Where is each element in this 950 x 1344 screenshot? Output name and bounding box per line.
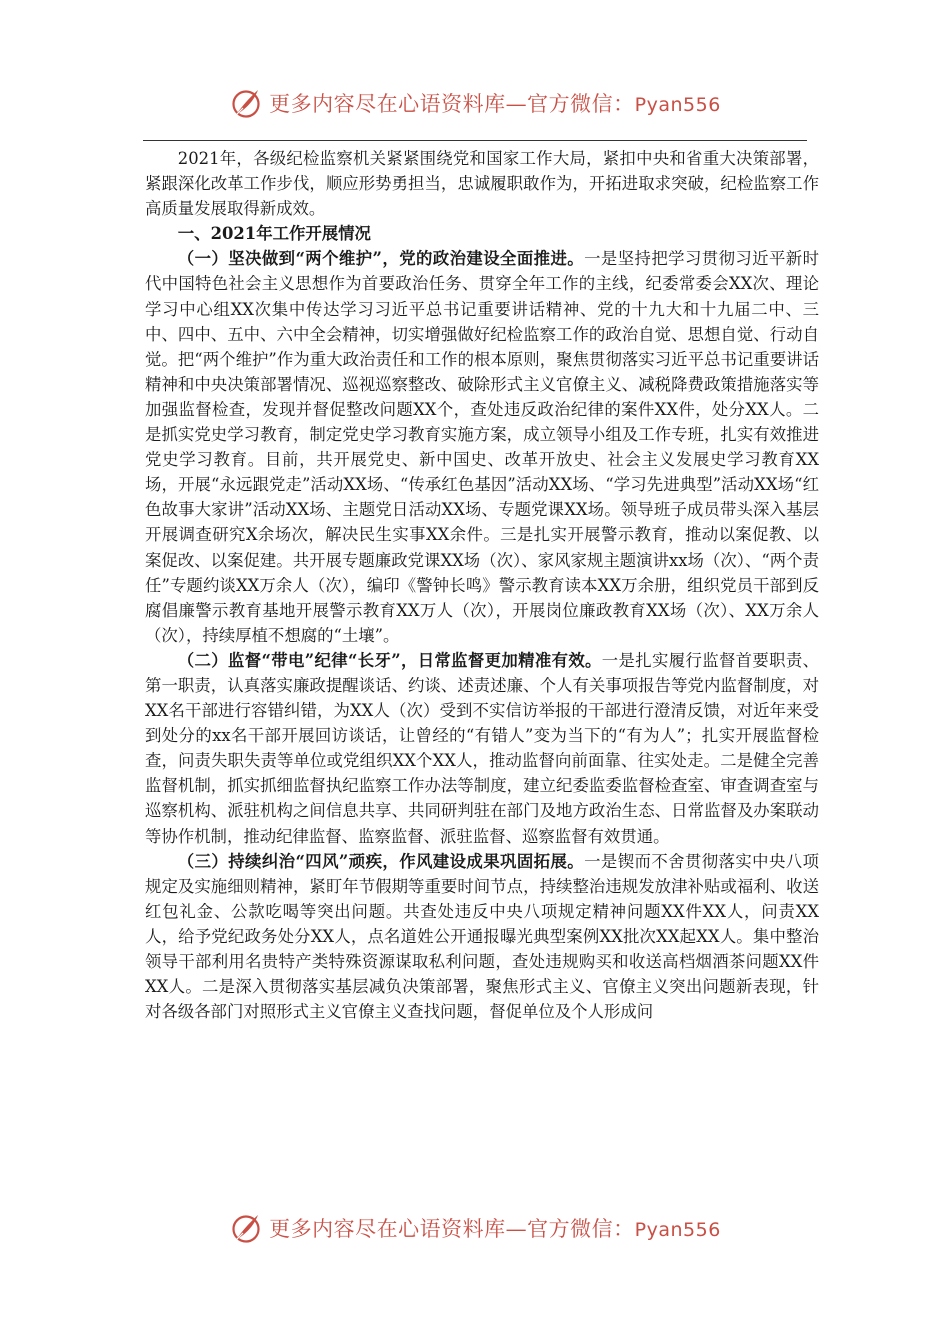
paragraph-1-body: 一是坚持把学习贯彻习近平新时代中国特色社会主义思想作为首要政治任务、贯穿全年工作的主线，纪委常委会XX次、理论学习中心组XX次集中传达学习习近平总书记重要讲话精神、党的十九大和十九届二中、三中、四中、五中、六中全会精神，切实增强做好纪检监察工作的政治自觉、思想自觉、行动自觉。把“两个维护”作为重大政治责任和工作的根本原则，聚焦贯彻落实习近平总书记重要讲话精神和中央决策部署情况、巡视巡察整改、破除形式主义官僚主义、减税降费政策措施落实等加强监督检查，发现并督促整改问题XX个，查处违反政治纪律的案件XX件，处分XX人。二是抓实党史学习教育，制定党史学习教育实施方案，成立领导小组及工作专班，扎实有效推进党史学习教育。目前，共开展党史、新中国史、改革开放史、社会主义发展史学习教育XX场，开展“永远跟党走”活动XX场、“传承红色基因”活动XX场、“学习先进典型”活动XX场“红色故事大家讲”活动XX场、主题党日活动XX场、专题党课XX场。领导班子成员带头深入基层开展调查研究X余场次，解决民生实事XX余件。三是扎实开展警示教育，推动以案促教、以案促改、以案促建。共开展专题廉政党课XX场（次）、家风家规主题演讲xx场（次）、“两个责任”专题约谈XX万余人（次），编印《警钟长鸣》警示教育读本XX万余册，组织党员干部到反腐倡廉警示教育基地开展警示教育XX万人（次），开展岗位廉政教育XX场（次）、XX万余人（次），持续厚植不想腐的“土壤”。 xyxy=(145,249,819,645)
watermark-text: 更多内容尽在心语资料库—官方微信：Pyan556 xyxy=(269,92,721,116)
paragraph-3-body: 一是锲而不舍贯彻落实中央八项规定及实施细则精神，紧盯年节假期等重要时间节点，持续整治违规发放津补贴或福利、收送红包礼金、公款吃喝等突出问题。共查处违反中央八项规定精神问题XX件XX人，问责XX人，给予党纪政务处分XX人，点名道姓公开通报曝光典型案例XX批次XX起XX人。集中整治领导干部利用名贵特产类特殊资源谋取私利问题，查处违规购买和收送高档烟酒茶问题XX件XX人。二是深入贯彻落实基层减负决策部署，聚焦形式主义、官僚主义突出问题新表现，针对各级各部门对照形式主义官僚主义查找问题，督促单位及个人形成问 xyxy=(145,851,819,1022)
paragraph-1 xyxy=(145,246,819,648)
paragraph-2-lead: （二）监督“带电”纪律“长牙”，日常监督更加精准有效。 xyxy=(177,650,602,670)
section-heading: 一、2021年工作开展情况 xyxy=(177,224,371,244)
quill-logo-icon xyxy=(229,1211,263,1245)
paragraph-3-lead: （三）持续纠治“四风”顽疾，作风建设成果巩固拓展。 xyxy=(177,851,585,871)
watermark-footer xyxy=(0,1208,950,1248)
document-body xyxy=(145,146,819,1024)
quill-logo-icon xyxy=(229,86,263,120)
paragraph-2 xyxy=(145,648,819,849)
paragraph-2-body: 一是扎实履行监督首要职责、第一职责，认真落实廉政提醒谈话、约谈、述责述廉、个人有关事项报告等党内监督制度，对XX名干部进行容错纠错，为XX人（次）受到不实信访举报的干部进行澄清反馈，对近年来受到处分的xx名干部开展回访谈话，让曾经的“有错人”变为当下的“有为人”；扎实开展监督检查，问责失职失责等单位或党组织XX个XX人，推动监督向前面靠、往实处走。二是健全完善监督机制，抓实抓细监督执纪监察工作办法等制度，建立纪委监委监督检查室、审查调查室与巡察机构、派驻机构之间信息共享、共同研判驻在部门及地方政治生态、日常监督及办案联动等协作机制，推动纪律监督、监察监督、派驻监督、巡察监督有效贯通。 xyxy=(145,650,820,846)
intro-paragraph: 2021年，各级纪检监察机关紧紧围绕党和国家工作大局，紧扣中央和省重大决策部署，紧跟深化改革工作步伐，顺应形势勇担当，忠诚履职敢作为，开拓进取求突破，纪检监察工作高质量发展取得新成效。 xyxy=(145,149,819,219)
watermark-header xyxy=(0,83,950,123)
paragraph-3 xyxy=(145,849,819,1025)
watermark-text: 更多内容尽在心语资料库—官方微信：Pyan556 xyxy=(269,1217,721,1241)
header-rule xyxy=(143,140,807,141)
paragraph-1-lead: （一）坚决做到“两个维护”，党的政治建设全面推进。 xyxy=(177,249,585,269)
